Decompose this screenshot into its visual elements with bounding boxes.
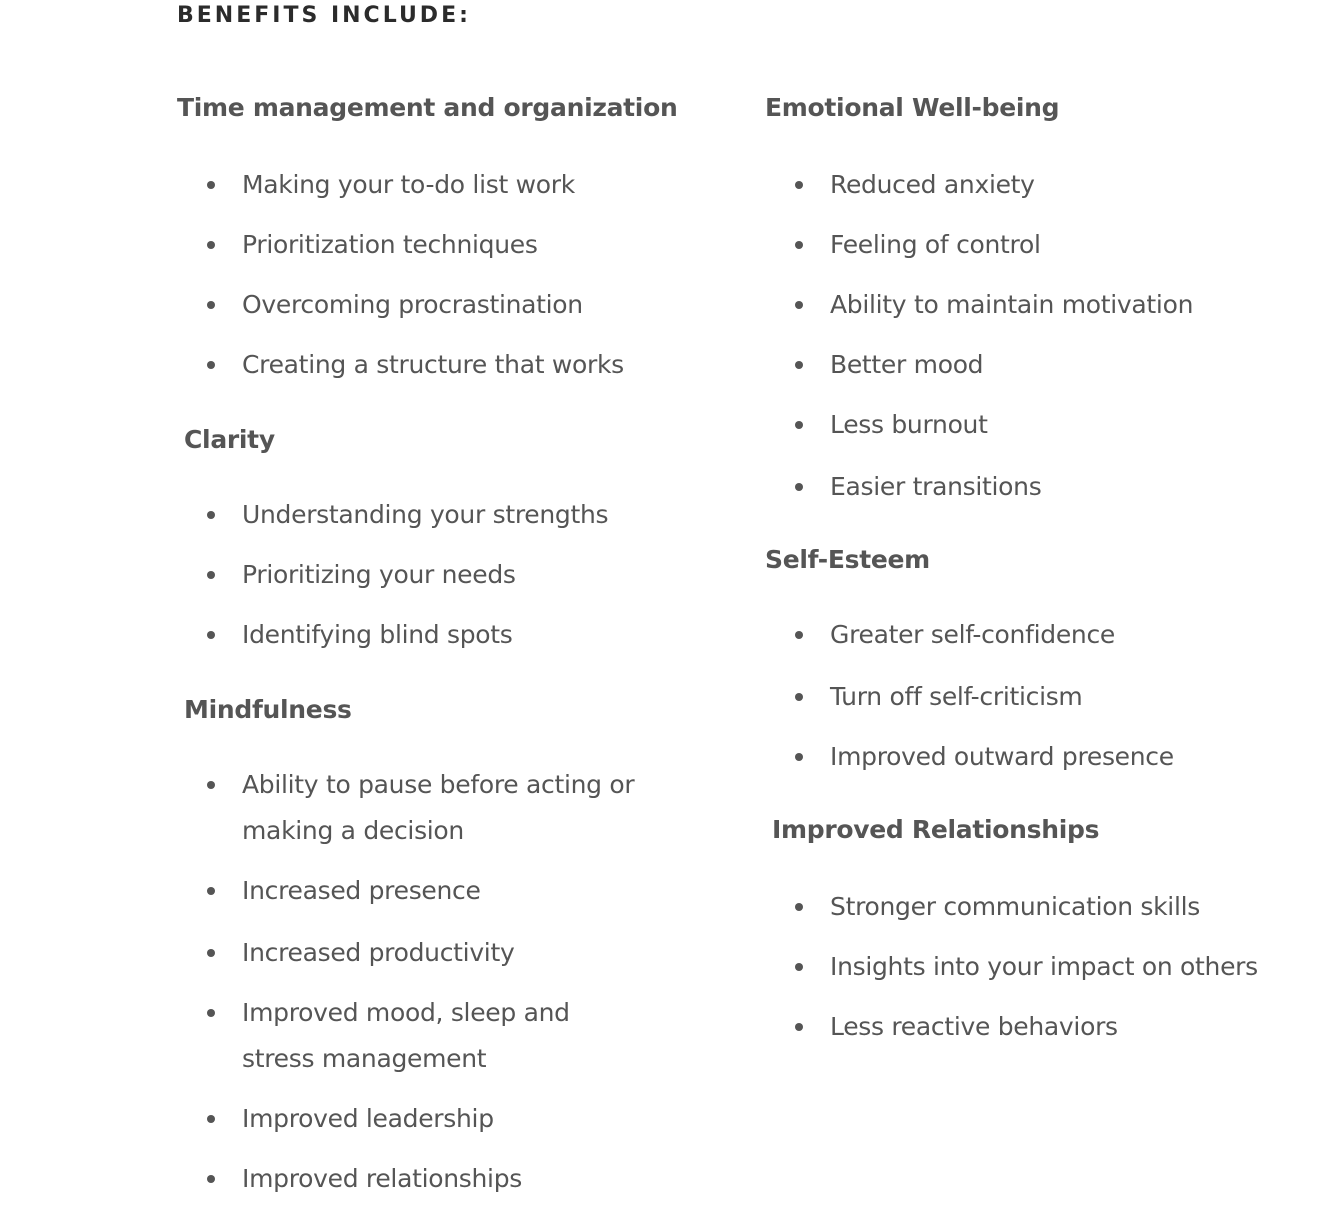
- bullet-icon: [795, 963, 803, 971]
- list-mindfulness: [177, 762, 732, 1202]
- bullet-icon: [795, 301, 803, 309]
- bullet-icon: [207, 631, 215, 639]
- list-item: Improved outward presence: [765, 734, 1320, 780]
- bullet-icon: [795, 421, 803, 429]
- section-title-time-management: Time management and organization: [177, 93, 678, 122]
- bullet-icon: [795, 693, 803, 701]
- bullet-icon: [207, 1175, 215, 1183]
- bullet-icon: [207, 511, 215, 519]
- list-item: Feeling of control: [765, 222, 1320, 268]
- section-title-self-esteem: Self-Esteem: [765, 545, 930, 574]
- list-item: Increased presence: [177, 868, 732, 914]
- list-item: Improved mood, sleep and stress management: [177, 990, 732, 1082]
- list-item: Easier transitions: [765, 464, 1320, 510]
- list-item: Ability to maintain motivation: [765, 282, 1320, 328]
- bullet-icon: [207, 1009, 215, 1017]
- section-title-mindfulness: Mindfulness: [184, 695, 352, 724]
- bullet-icon: [795, 1023, 803, 1031]
- list-improved-relationships: [765, 884, 1320, 1050]
- bullet-icon: [207, 361, 215, 369]
- bullet-icon: [795, 241, 803, 249]
- bullet-icon: [207, 241, 215, 249]
- list-item: Better mood: [765, 342, 1320, 388]
- list-item: Ability to pause before acting or making a decision: [177, 762, 732, 854]
- list-item: Understanding your strengths: [177, 492, 732, 538]
- list-item: Less burnout: [765, 402, 1320, 448]
- bullet-icon: [795, 631, 803, 639]
- bullet-icon: [795, 903, 803, 911]
- bullet-icon: [795, 361, 803, 369]
- list-item: Stronger communication skills: [765, 884, 1320, 930]
- list-time-management: [177, 162, 732, 388]
- bullet-icon: [207, 949, 215, 957]
- list-item: Improved relationships: [177, 1156, 732, 1202]
- list-item: Identifying blind spots: [177, 612, 732, 658]
- section-title-clarity: Clarity: [184, 425, 275, 454]
- page-heading: BENEFITS INCLUDE:: [177, 3, 471, 28]
- section-title-emotional-well-being: Emotional Well-being: [765, 93, 1060, 122]
- bullet-icon: [207, 1115, 215, 1123]
- list-emotional-well-being: [765, 162, 1320, 510]
- list-item: Increased productivity: [177, 930, 732, 976]
- list-item: Insights into your impact on others: [765, 944, 1320, 990]
- list-item: Turn off self-criticism: [765, 674, 1320, 720]
- section-title-improved-relationships: Improved Relationships: [772, 815, 1100, 844]
- bullet-icon: [795, 181, 803, 189]
- bullet-icon: [207, 301, 215, 309]
- bullet-icon: [207, 781, 215, 789]
- list-item: Prioritizing your needs: [177, 552, 732, 598]
- list-item: Making your to-do list work: [177, 162, 732, 208]
- bullet-icon: [207, 887, 215, 895]
- list-item: Creating a structure that works: [177, 342, 732, 388]
- bullet-icon: [207, 181, 215, 189]
- bullet-icon: [795, 753, 803, 761]
- list-item: Less reactive behaviors: [765, 1004, 1320, 1050]
- list-item: Improved leadership: [177, 1096, 732, 1142]
- list-clarity: [177, 492, 732, 658]
- list-item: Overcoming procrastination: [177, 282, 732, 328]
- list-item: Reduced anxiety: [765, 162, 1320, 208]
- bullet-icon: [795, 483, 803, 491]
- list-self-esteem: [765, 612, 1320, 780]
- bullet-icon: [207, 571, 215, 579]
- list-item: Prioritization techniques: [177, 222, 732, 268]
- list-item: Greater self-confidence: [765, 612, 1320, 658]
